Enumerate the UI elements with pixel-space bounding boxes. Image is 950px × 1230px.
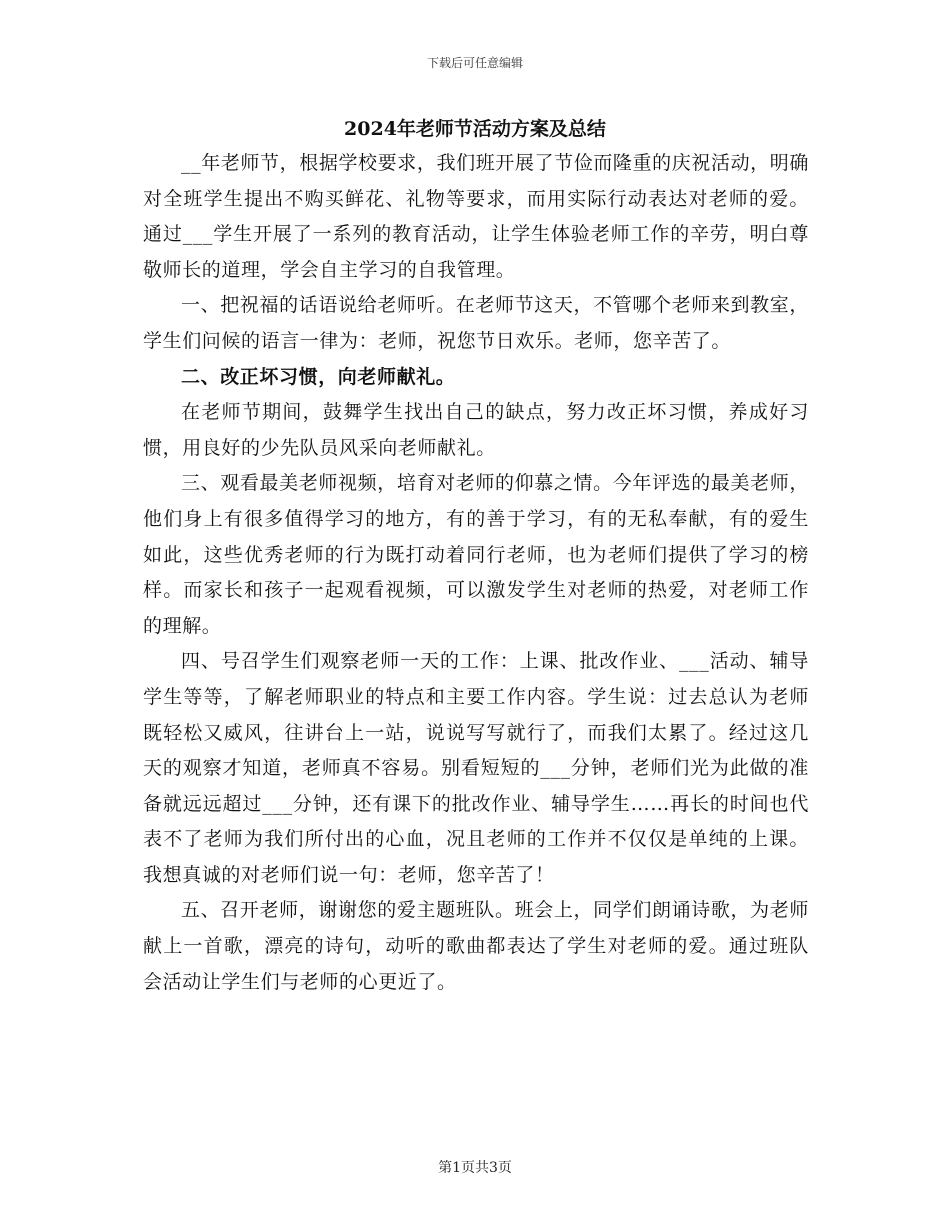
paragraph-section-5: 五、召开老师，谢谢您的爱主题班队。班会上，同学们朗诵诗歌，为老师献上一首歌，漂亮的诗句，动听的歌曲都表达了学生对老师的爱。通过班队会活动让学生们与老师的心更近了。 — [143, 899, 809, 993]
page-number: 第1页共3页 — [438, 1160, 512, 1176]
section-heading-2: 二、改正坏习惯，向老师献礼。 — [181, 365, 456, 388]
paragraph-intro: __年老师节，根据学校要求，我们班开展了节俭而隆重的庆祝活动，明确对全班学生提出不购买鲜花、礼物等要求，而用实际行动表达对老师的爱。通过___学生开展了一系列的教育活动，让学生体验老师工作的辛劳，明白尊敬师长的道理，学会自主学习的自我管理。 — [143, 152, 809, 281]
document-body — [143, 146, 809, 1000]
document-title: 2024年老师节活动方案及总结 — [344, 118, 606, 140]
paragraph-section-4: 四、号召学生们观察老师一天的工作：上课、批改作业、___活动、辅导学生等等，了解老师职业的特点和主要工作内容。学生说：过去总认为老师既轻松又威风，往讲台上一站，说说写写就行了，而我们太累了。经过这几天的观察才知道，老师真不容易。别看短短的___分钟，老师们光为此做的准备就远远超过___分钟，还有课下的批改作业、辅导学生……再长的时间也代表不了老师为我们所付出的心血，况且老师的工作并不仅仅是单纯的上课。我想真诚的对老师们说一句：老师，您辛苦了！ — [143, 650, 809, 886]
page-header-note: 下载后可任意编辑 — [426, 56, 523, 70]
paragraph-section-2: 在老师节期间，鼓舞学生找出自己的缺点，努力改正坏习惯，养成好习惯，用良好的少先队员风采向老师献礼。 — [143, 401, 809, 459]
paragraph-section-1: 一、把祝福的话语说给老师听。在老师节这天，不管哪个老师来到教室，学生们问候的语言一律为：老师，祝您节日欢乐。老师，您辛苦了。 — [143, 294, 809, 352]
paragraph-section-3: 三、观看最美老师视频，培育对老师的仰慕之情。今年评选的最美老师，他们身上有很多值得学习的地方，有的善于学习，有的无私奉献，有的爱生如此，这些优秀老师的行为既打动着同行老师，也为老师们提供了学习的榜样。而家长和孩子一起观看视频，可以激发学生对老师的热爱，对老师工作的理解。 — [143, 472, 809, 637]
